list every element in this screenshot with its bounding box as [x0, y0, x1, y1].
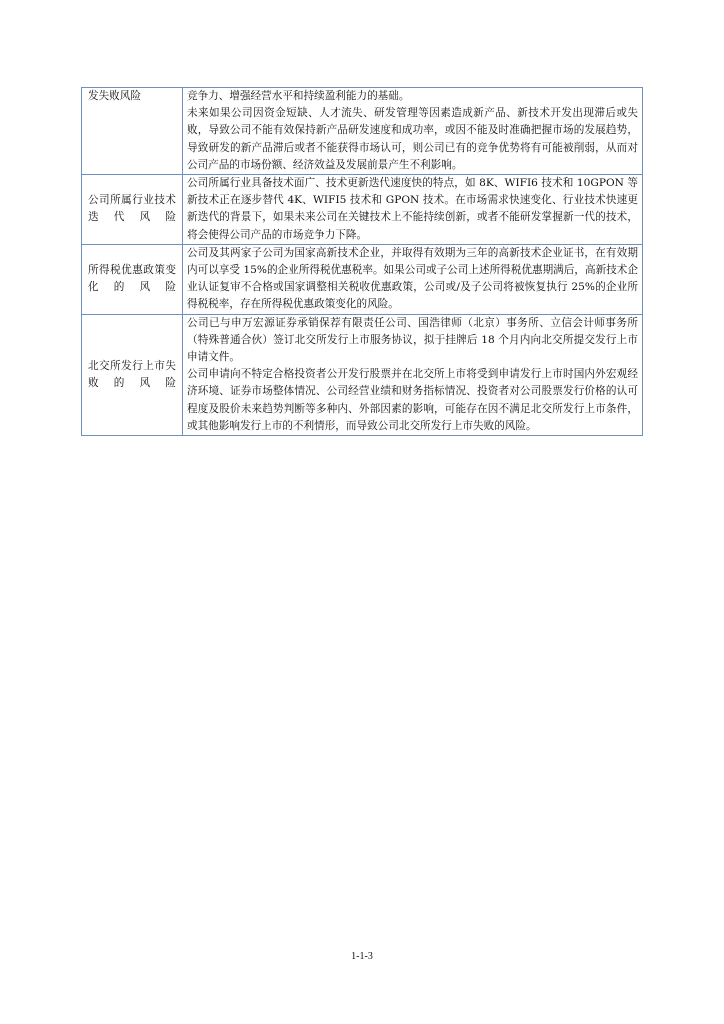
- risk-paragraph: 公司及其两家子公司为国家高新技术企业，并取得有效期为三年的高新技术企业证书，在有效期内可以享受 15%的企业所得税优惠税率。如果公司或子公司上述所得税优惠期满后，高新技术企业认证复审不合格或国家调整相关税收优惠政策，公司或/及子公司将被恢复执行 25%的企业所得税税率，存在所得税优惠政策变化的风险。: [187, 246, 638, 311]
- table-row: [82, 244, 643, 314]
- risk-name-cell: 北交所发行上市失败的风险: [82, 314, 183, 435]
- table-row: [82, 175, 643, 245]
- risk-paragraph: 公司申请向不特定合格投资者公开发行股票并在北交所上市将受到申请发行上市时国内外宏观经济环境、证券市场整体情况、公司经营业绩和财务指标情况、投资者对公司股票发行价格的认可程度及股价未来趋势判断等多种内、外部因素的影响，可能存在因不满足北交所发行上市条件，或其他影响发行上市的不利情形，而导致公司北交所发行上市失败的风险。: [187, 368, 638, 432]
- risk-description-cell: [183, 314, 643, 435]
- risk-name-cell: 发失败风险: [82, 88, 183, 175]
- risk-name-cell: 公司所属行业技术迭代风险: [82, 175, 183, 245]
- table-row: [82, 314, 643, 435]
- risk-paragraph: 未来如果公司因资金短缺、人才流失、研发管理等因素造成新产品、新技术开发出现滞后或失败，导致公司不能有效保持新产品研发速度和成功率，或因不能及时准确把握市场的发展趋势，导致研发的新产品滞后或者不能获得市场认可，则公司已有的竞争优势将有可能被削弱，从而对公司产品的市场份额、经济效益及发展前景产生不利影响。: [187, 107, 638, 171]
- table-row: [82, 88, 643, 175]
- page-number: 1-1-3: [351, 951, 373, 962]
- risk-description-cell: [183, 88, 643, 175]
- risk-paragraph: 公司已与申万宏源证券承销保荐有限责任公司、国浩律师（北京）事务所、立信会计师事务所（特殊普通合伙）签订北交所发行上市服务协议，拟于挂牌后 18 个月内向北交所提交发行上市申请文件。: [187, 316, 638, 364]
- risk-table: [81, 87, 643, 436]
- risk-paragraph: 公司所属行业具备技术面广、技术更新迭代速度快的特点，如 8K、WIFI6 技术和 10GPON 等新技术正在逐步替代 4K、WIFI5 技术和 GPON 技术。在市场需求快速变化、行业技术快速更新迭代的背景下，如果未来公司在关键技术上不能持续创新，或者不能研发掌握新一代的技术，将会使得公司产品的市场竞争力下降。: [187, 177, 638, 241]
- risk-description-cell: [183, 175, 643, 245]
- risk-name-cell: 所得税优惠政策变化的风险: [82, 244, 183, 314]
- risk-description-cell: [183, 244, 643, 314]
- risk-paragraph: 竞争力、增强经营水平和持续盈利能力的基础。: [187, 90, 410, 102]
